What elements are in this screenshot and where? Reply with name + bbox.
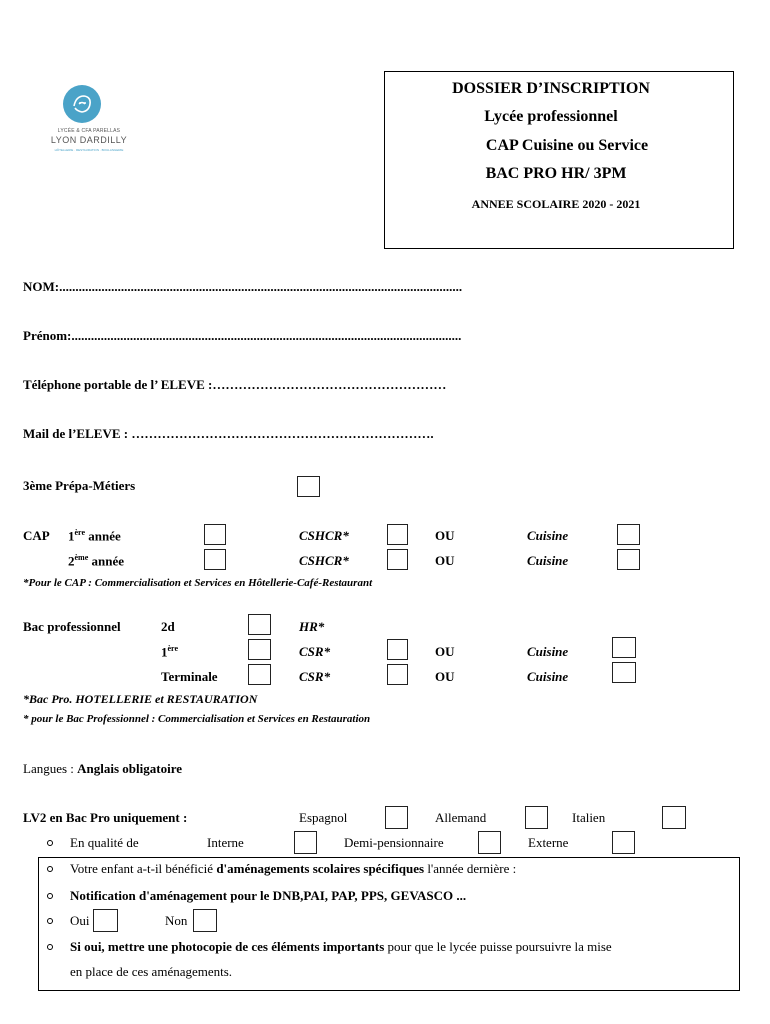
cap-row2-or: OU — [435, 553, 455, 568]
bac-row2-cuisine: Cuisine — [527, 644, 569, 659]
cap-row2-cuisine-checkbox[interactable] — [617, 549, 640, 570]
bac-row2-option: CSR* — [299, 644, 331, 659]
amenagements-q1: Votre enfant a-t-il bénéficié d'aménagements scolaires spécifiques l'année dernière : — [70, 861, 517, 876]
qualite-opt2-label: Demi-pensionnaire — [344, 835, 444, 850]
cap-row2-checkbox[interactable] — [204, 549, 226, 570]
header-title: DOSSIER D’INSCRIPTION — [452, 80, 650, 97]
qualite-opt1-label: Interne — [207, 835, 244, 850]
prepa-checkbox[interactable] — [297, 476, 320, 497]
school-logo — [44, 84, 134, 164]
bac-note2: * pour le Bac Professionnel : Commercialisation et Services en Restauration — [23, 713, 371, 725]
lv2-label: LV2 en Bac Pro uniquement : — [23, 810, 188, 825]
bullet-q2 — [47, 893, 53, 899]
langues-prefix: Langues : — [23, 761, 78, 776]
non-label: Non — [165, 913, 188, 928]
header-line3: CAP Cuisine ou Service — [485, 137, 649, 154]
cap-row2-cuisine: Cuisine — [527, 553, 569, 568]
lv2-italien-checkbox[interactable] — [662, 806, 686, 829]
lv2-opt3-label: Italien — [572, 810, 606, 825]
lv2-allemand-checkbox[interactable] — [525, 806, 548, 829]
bac-row3-cuisine: Cuisine — [527, 669, 569, 684]
bac-row3-level: Terminale — [161, 669, 218, 684]
bullet-q4 — [47, 944, 53, 950]
qualite-externe-checkbox[interactable] — [612, 831, 635, 854]
qualite-label: En qualité de — [70, 835, 139, 850]
lion-logo-icon — [62, 84, 102, 124]
oui-checkbox[interactable] — [93, 909, 118, 932]
header-box — [384, 71, 734, 249]
field-telephone[interactable]: Téléphone portable de l’ ELEVE :……………………………………………… — [23, 377, 447, 392]
header-year: ANNEE SCOLAIRE 2020 - 2021 — [471, 197, 641, 211]
bac-row3-or: OU — [435, 669, 455, 684]
bac-row2-cuisine-checkbox[interactable] — [612, 637, 636, 658]
amenagements-q2: Notification d'aménagement pour le DNB,PAI, PAP, PPS, GEVASCO ... — [70, 888, 467, 903]
lv2-espagnol-checkbox[interactable] — [385, 806, 408, 829]
cap-row1-year: 1ère année — [68, 528, 121, 544]
cap-row2-option: CSHCR* — [299, 553, 349, 568]
bac-label: Bac professionnel — [23, 619, 121, 634]
cap-row1-cuisine-checkbox[interactable] — [617, 524, 640, 545]
bac-row3-option: CSR* — [299, 669, 331, 684]
field-prenom[interactable]: Prénom:........................................................................................................................ — [23, 328, 462, 343]
bac-note1: *Bac Pro. HOTELLERIE et RESTAURATION — [23, 692, 258, 706]
amenagements-q4: Si oui, mettre une photocopie de ces éléments importants pour que le lycée puisse poursuivre la mise — [70, 939, 612, 954]
langues-line — [23, 761, 182, 777]
cap-row2-year: 2ème année — [68, 553, 125, 569]
logo-line1: LYCÉE & CFA PARELLAS — [57, 128, 121, 134]
bac-row1-checkbox[interactable] — [248, 614, 271, 635]
cap-row1-cuisine: Cuisine — [527, 528, 569, 543]
header-line2: Lycée professionnel — [484, 108, 618, 125]
bac-row3-csr-checkbox[interactable] — [387, 664, 408, 685]
header-line4: BAC PRO HR/ 3PM — [485, 165, 627, 182]
bac-row3-checkbox[interactable] — [248, 664, 271, 685]
oui-label: Oui — [70, 913, 90, 928]
lv2-opt1-label: Espagnol — [299, 810, 348, 825]
cap-row1-checkbox[interactable] — [204, 524, 226, 545]
cap-row1-cshcr-checkbox[interactable] — [387, 524, 408, 545]
bullet-q3 — [47, 918, 53, 924]
lv2-opt2-label: Allemand — [435, 810, 487, 825]
bac-row2-or: OU — [435, 644, 455, 659]
field-nom[interactable]: NOM:............................................................................................................................ — [23, 279, 463, 294]
prepa-label: 3ème Prépa-Métiers — [23, 478, 136, 493]
bac-row2-csr-checkbox[interactable] — [387, 639, 408, 660]
bac-row1-level: 2d — [161, 619, 175, 634]
cap-row1-or: OU — [435, 528, 455, 543]
cap-row2-cshcr-checkbox[interactable] — [387, 549, 408, 570]
cap-note: *Pour le CAP : Commercialisation et Services en Hôtellerie-Café-Restaurant — [23, 577, 373, 589]
logo-line2: LYON DARDILLY — [50, 135, 128, 145]
qualite-opt3-label: Externe — [528, 835, 569, 850]
field-mail[interactable]: Mail de l’ELEVE : ……………………………………………………………. — [23, 426, 434, 441]
amenagements-q4-line2: en place de ces aménagements. — [70, 964, 233, 979]
bullet-q1 — [47, 866, 53, 872]
langues-value: Anglais obligatoire — [77, 761, 183, 776]
cap-row1-option: CSHCR* — [299, 528, 349, 543]
qualite-demi-checkbox[interactable] — [478, 831, 501, 854]
qualite-interne-checkbox[interactable] — [294, 831, 317, 854]
bac-row3-cuisine-checkbox[interactable] — [612, 662, 636, 683]
bac-row2-checkbox[interactable] — [248, 639, 271, 660]
cap-label: CAP — [23, 528, 50, 543]
bullet-qualite — [47, 840, 53, 846]
logo-line3: HÔTELLERIE · RESTAURATION · BOULANGERIE — [54, 148, 124, 152]
bac-row2-level: 1ère — [161, 644, 179, 660]
bac-row1-option: HR* — [299, 619, 325, 634]
non-checkbox[interactable] — [193, 909, 217, 932]
